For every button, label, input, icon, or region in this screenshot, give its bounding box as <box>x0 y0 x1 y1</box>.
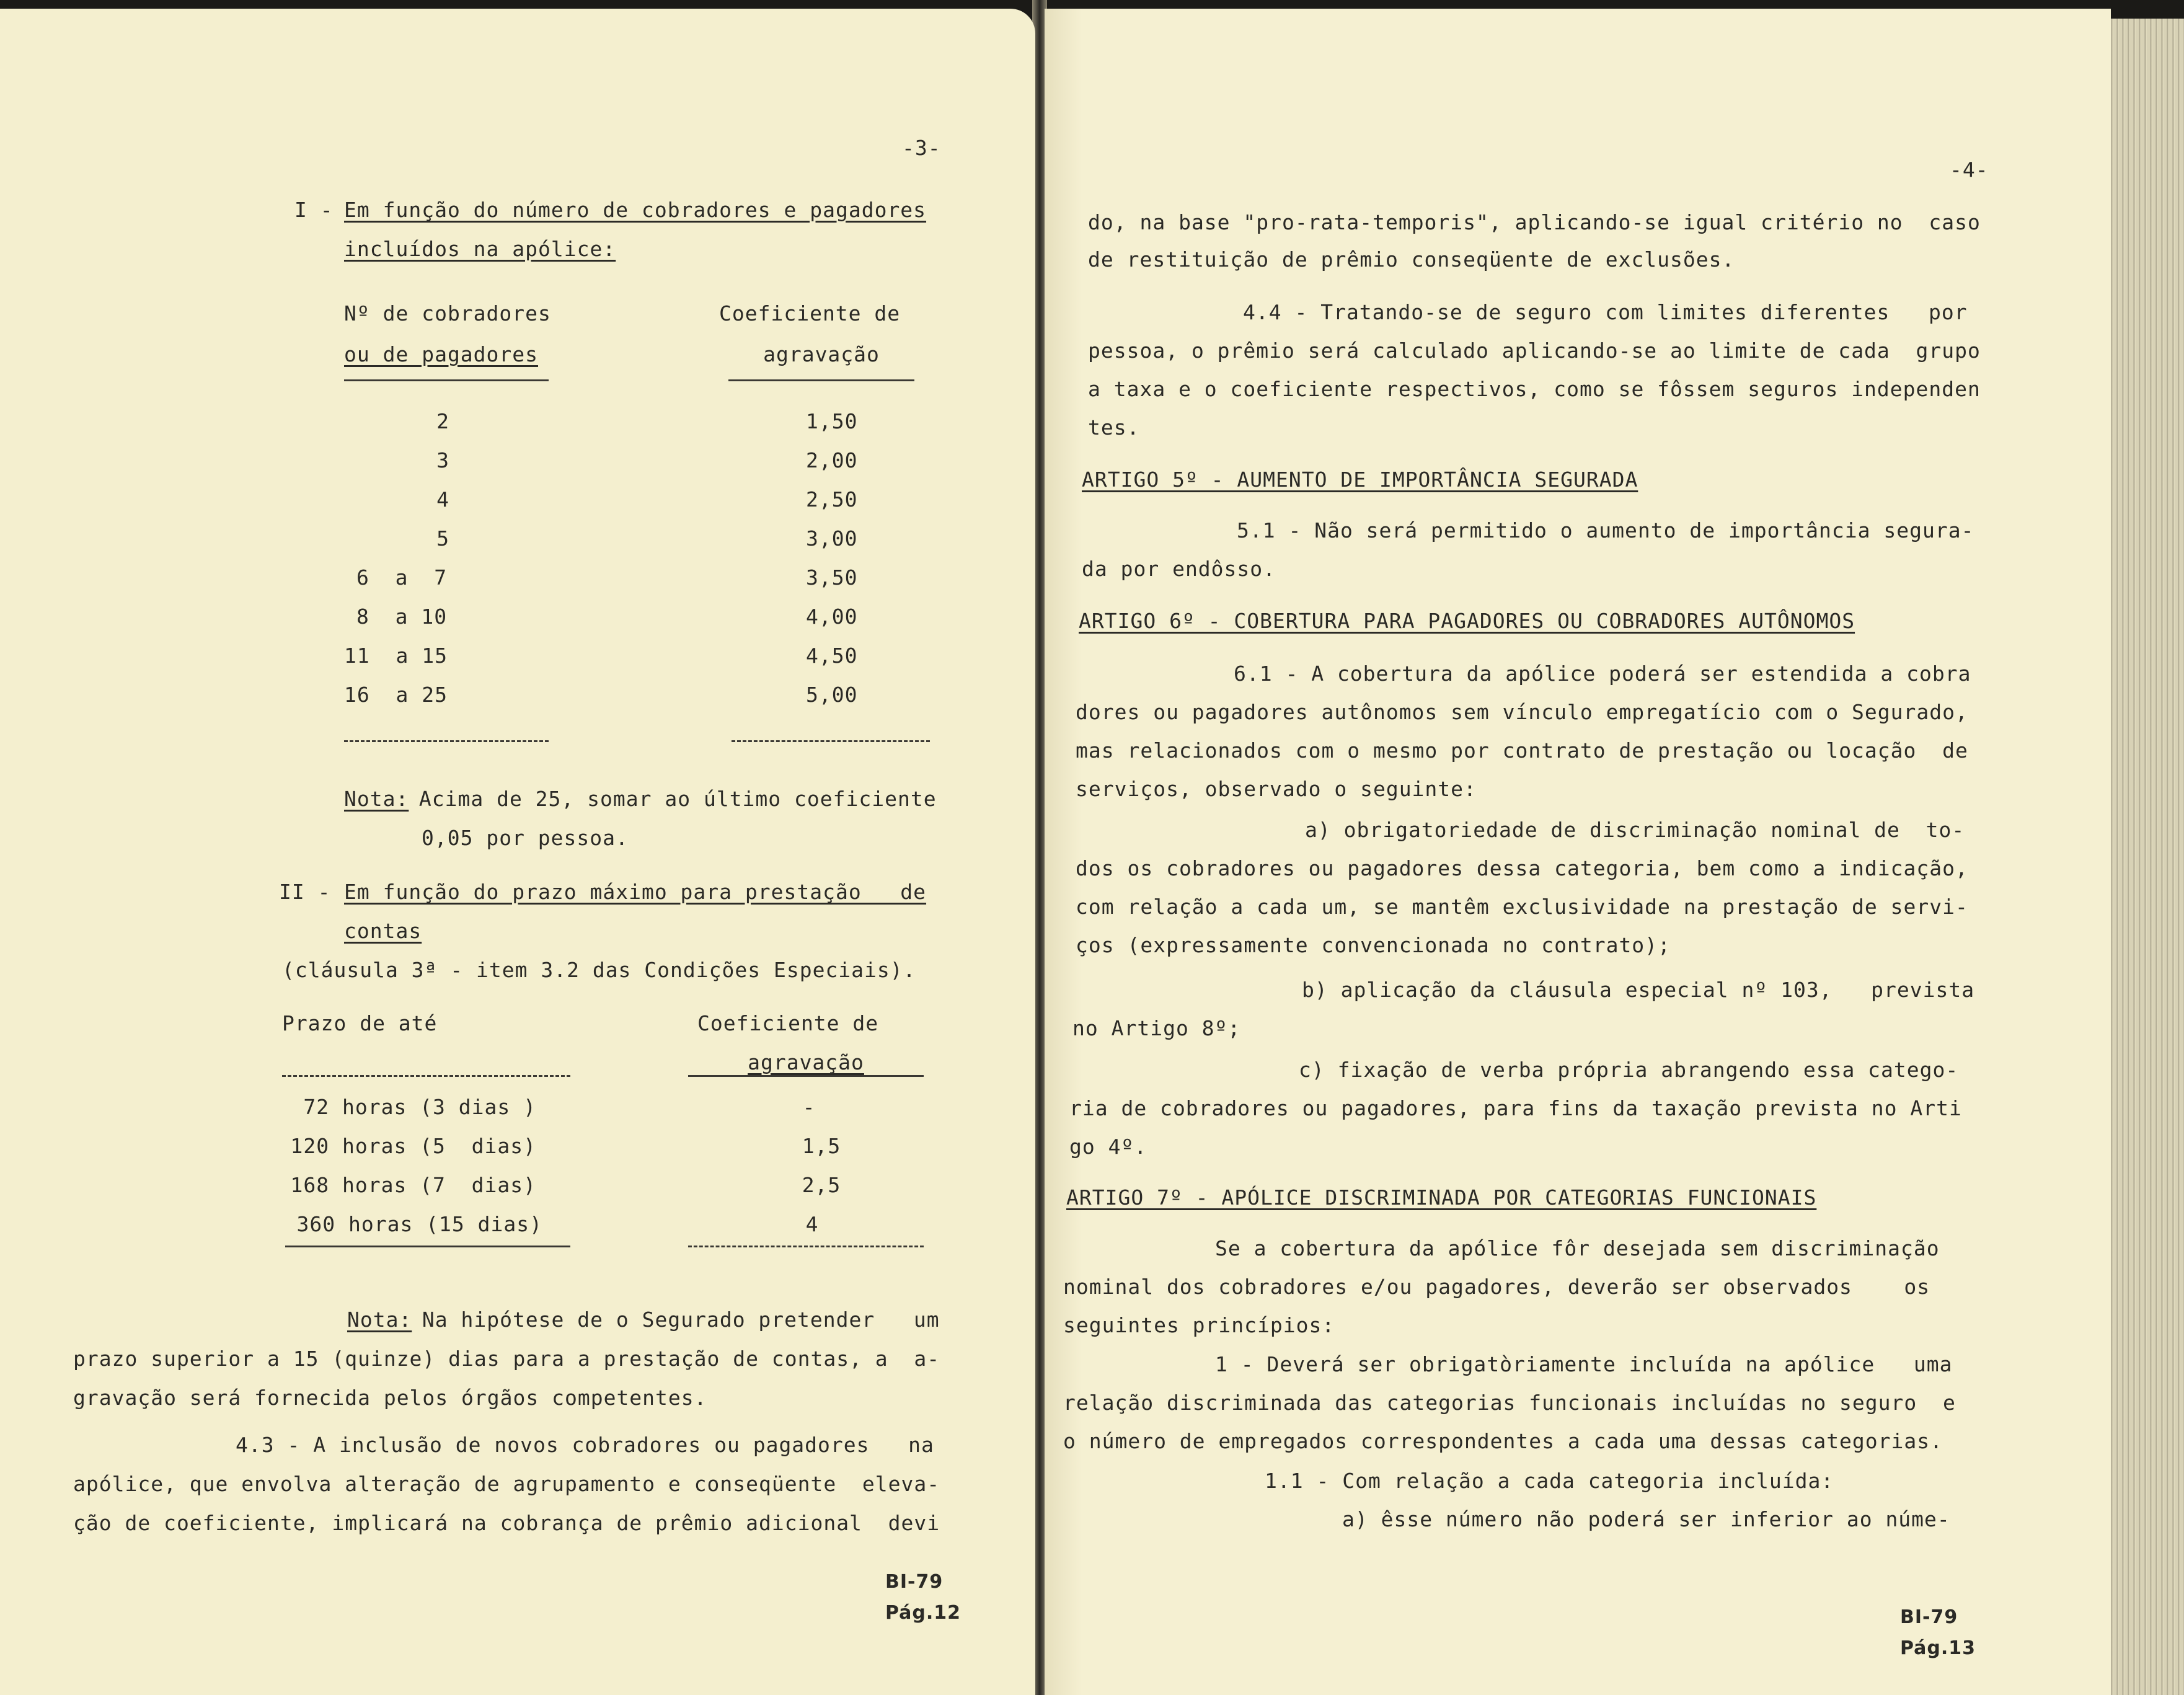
table-cell: 4,00 <box>806 604 858 629</box>
list-item-a: com relação a cada um, se mantêm exclusividade na prestação de servi- <box>1076 895 1968 919</box>
paragraph-line: 1 - Deverá ser obrigatòriamente incluída na apólice uma <box>1215 1352 1953 1376</box>
table-cell: 4 <box>436 487 449 511</box>
table-cell: 72 horas (3 dias ) <box>303 1095 536 1119</box>
table-cell: 5,00 <box>806 683 858 707</box>
table-cell: 2,50 <box>806 487 858 511</box>
article-heading: ARTIGO 7º - APÓLICE DISCRIMINADA POR CATEGORIAS FUNCIONAIS <box>1066 1185 1817 1210</box>
list-item-a: ços (expressamente convencionada no contrato); <box>1076 933 1671 957</box>
section-title: contas <box>344 919 422 943</box>
paragraph-line: tes. <box>1088 415 1140 440</box>
footer-code: BI-79 <box>1900 1606 1958 1628</box>
page-number: -3- <box>902 136 941 160</box>
table-cell: 2 <box>436 409 449 433</box>
table-header: Coeficiente de <box>697 1011 879 1035</box>
table-header: Coeficiente de <box>719 301 901 325</box>
paragraph-line: apólice, que envolva alteração de agrupamento e conseqüente eleva- <box>73 1472 940 1496</box>
section-numeral: I - <box>294 198 334 222</box>
table-rule <box>344 740 549 742</box>
note-label: Nota: <box>347 1308 412 1332</box>
list-item-a: dos os cobradores ou pagadores dessa categoria, bem como a indicação, <box>1076 856 1968 880</box>
paragraph-line: de restituição de prêmio conseqüente de exclusões. <box>1088 247 1735 272</box>
paragraph-line: 1.1 - Com relação a cada categoria incluída: <box>1265 1469 1834 1493</box>
table-cell: 168 horas (7 dias) <box>290 1173 536 1197</box>
note-text: 0,05 por pessoa. <box>422 826 629 850</box>
left-page <box>0 9 1035 1695</box>
table-cell: 5 <box>436 526 449 551</box>
footer-page: Pág.12 <box>885 1602 962 1624</box>
table-cell: - <box>802 1095 816 1119</box>
table-cell: 6 a 7 <box>356 565 448 590</box>
table-header: ou de pagadores <box>344 342 539 366</box>
paragraph-line: 4.3 - A inclusão de novos cobradores ou pagadores na <box>236 1433 934 1457</box>
table-cell: 3,50 <box>806 565 858 590</box>
table-header: agravação <box>748 1050 864 1074</box>
list-item-c: go 4º. <box>1069 1135 1147 1159</box>
page-edges <box>2108 19 2184 1695</box>
table-rule <box>732 740 930 742</box>
list-item-b: no Artigo 8º; <box>1072 1016 1241 1040</box>
paragraph-line: seguintes princípios: <box>1063 1313 1335 1337</box>
paragraph-line: 4.4 - Tratando-se de seguro com limites diferentes por <box>1243 300 1968 324</box>
paragraph-line: dores ou pagadores autônomos sem vínculo empregatício com o Segurado, <box>1076 700 1968 724</box>
footer-code: BI-79 <box>885 1571 944 1593</box>
table-cell: 2,00 <box>806 448 858 472</box>
paragraph-line: ção de coeficiente, implicará na cobrança de prêmio adicional devi <box>73 1511 940 1535</box>
table-rule <box>688 1246 924 1247</box>
table-cell: 16 a 25 <box>344 683 448 707</box>
paragraph-line: do, na base "pro-rata-temporis", aplicando-se igual critério no caso <box>1088 210 1981 234</box>
paragraph-line: da por endôsso. <box>1082 557 1276 581</box>
article-heading: ARTIGO 6º - COBERTURA PARA PAGADORES OU COBRADORES AUTÔNOMOS <box>1079 609 1855 633</box>
list-item-a: a) obrigatoriedade de discriminação nominal de to- <box>1305 818 1965 842</box>
footer-page: Pág.13 <box>1900 1637 1976 1659</box>
table-header: Prazo de até <box>282 1011 438 1035</box>
note-label: Nota: <box>344 787 409 811</box>
paragraph-line: Se a cobertura da apólice fôr desejada sem discriminação <box>1215 1236 1940 1260</box>
table-cell: 1,5 <box>802 1134 841 1158</box>
table-cell: 11 a 15 <box>344 644 448 668</box>
table-cell: 120 horas (5 dias) <box>290 1134 536 1158</box>
paragraph-line: pessoa, o prêmio será calculado aplicando-se ao limite de cada grupo <box>1088 339 1981 363</box>
table-header: agravação <box>763 342 880 366</box>
table-cell: 3,00 <box>806 526 858 551</box>
paragraph-line: relação discriminada das categorias funcionais incluídas no seguro e <box>1063 1391 1956 1415</box>
table-rule <box>285 1246 570 1247</box>
paragraph-line: 5.1 - Não será permitido o aumento de importância segura- <box>1237 518 1974 542</box>
section-subtitle: (cláusula 3ª - item 3.2 das Condições Especiais). <box>282 958 916 982</box>
section-title: incluídos na apólice: <box>344 237 616 261</box>
table-rule <box>728 379 914 381</box>
paragraph-line: 6.1 - A cobertura da apólice poderá ser estendida a cobra <box>1234 662 1971 686</box>
paragraph-line: nominal dos cobradores e/ou pagadores, deverão ser observados os <box>1063 1275 1930 1299</box>
table-header: Nº de cobradores <box>344 301 551 325</box>
page-number: -4- <box>1950 157 1989 182</box>
section-title: Em função do número de cobradores e pagadores <box>344 198 927 222</box>
table-rule <box>282 1075 570 1077</box>
paragraph-line: a) êsse número não poderá ser inferior ao núme- <box>1342 1507 1950 1531</box>
list-item-c: ria de cobradores ou pagadores, para fins da taxação prevista no Arti <box>1069 1096 1962 1120</box>
article-heading: ARTIGO 5º - AUMENTO DE IMPORTÂNCIA SEGURADA <box>1082 467 1638 492</box>
section-numeral: II - <box>279 880 331 904</box>
table-rule <box>344 379 549 381</box>
table-cell: 3 <box>436 448 449 472</box>
right-page <box>1045 9 2111 1695</box>
table-cell: 2,5 <box>802 1173 841 1197</box>
table-cell: 360 horas (15 dias) <box>296 1212 542 1236</box>
paragraph-line: serviços, observado o seguinte: <box>1076 777 1477 801</box>
note-text: gravação será fornecida pelos órgãos competentes. <box>73 1386 707 1410</box>
table-cell: 1,50 <box>806 409 858 433</box>
list-item-b: b) aplicação da cláusula especial nº 103, prevista <box>1302 978 1975 1002</box>
note-text: prazo superior a 15 (quinze) dias para a prestação de contas, a a- <box>73 1347 940 1371</box>
table-rule <box>688 1075 924 1077</box>
list-item-c: c) fixação de verba própria abrangendo essa catego- <box>1299 1058 1959 1082</box>
paragraph-line: a taxa e o coeficiente respectivos, como se fôssem seguros independen <box>1088 377 1981 401</box>
table-cell: 4,50 <box>806 644 858 668</box>
paragraph-line: o número de empregados correspondentes a cada uma dessas categorias. <box>1063 1429 1943 1453</box>
note-text: Acima de 25, somar ao último coeficiente <box>406 787 937 811</box>
paragraph-line: mas relacionados com o mesmo por contrato de prestação ou locação de <box>1076 738 1968 763</box>
table-cell: 8 a 10 <box>356 604 448 629</box>
note-text: Na hipótese de o Segurado pretender um <box>409 1308 940 1332</box>
section-title: Em função do prazo máximo para prestação de <box>344 880 927 904</box>
table-cell: 4 <box>805 1212 819 1236</box>
